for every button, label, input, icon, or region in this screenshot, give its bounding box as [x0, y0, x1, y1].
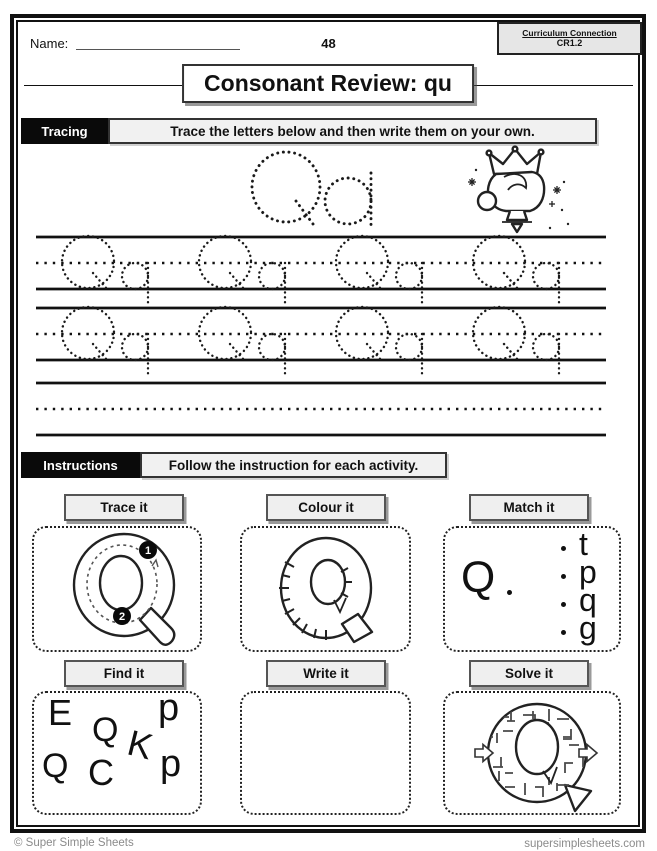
practice-row-empty[interactable] — [35, 376, 607, 458]
trace-q-graphic — [34, 528, 200, 650]
match-option-dot[interactable] — [561, 574, 566, 579]
q-maze-graphic — [445, 693, 619, 813]
footer-website: supersimplesheets.com — [524, 838, 645, 850]
match-option-letter[interactable]: g — [579, 610, 597, 646]
activity-label-write-it: Write it — [266, 660, 386, 687]
activity-label-find-it: Find it — [64, 660, 184, 687]
practice-row-2[interactable] — [35, 301, 607, 383]
colour-it-box[interactable] — [240, 526, 411, 652]
write-it-box[interactable] — [240, 691, 411, 815]
practice-row-1[interactable] — [35, 230, 607, 312]
instructions-section-label: Instructions — [21, 452, 140, 478]
find-letter[interactable]: C — [88, 752, 114, 793]
tracing-section-label: Tracing — [21, 118, 108, 144]
dotted-qq-display — [246, 143, 384, 235]
activity-label-solve-it: Solve it — [469, 660, 589, 687]
trace-step-1: 1 — [144, 545, 152, 557]
find-it-box[interactable] — [32, 687, 202, 815]
match-prompt-letter: Q — [461, 553, 496, 602]
trace-it-box[interactable] — [32, 526, 202, 652]
activity-label-colour-it: Colour it — [266, 494, 386, 521]
name-label: Name: — [30, 36, 69, 51]
match-option-letter[interactable]: t — [579, 526, 588, 562]
find-letter[interactable]: K — [123, 721, 157, 768]
tracing-instruction: Trace the letters below and then write them on your own. — [108, 118, 597, 144]
page-title: Consonant Review: qu — [182, 64, 474, 103]
queen-icon — [460, 144, 576, 236]
find-letter[interactable]: E — [48, 692, 73, 733]
curriculum-code: CR1.2 — [556, 38, 583, 49]
find-letter[interactable]: Q — [42, 747, 69, 785]
match-it-box[interactable] — [443, 526, 621, 652]
colour-q-graphic — [242, 528, 409, 650]
activity-label-trace-it: Trace it — [64, 494, 184, 521]
match-option-dot[interactable] — [561, 546, 566, 551]
page-number: 48 — [321, 36, 336, 51]
match-option-letter[interactable]: q — [579, 582, 597, 618]
activity-label-match-it: Match it — [469, 494, 589, 521]
footer-copyright: © Super Simple Sheets — [14, 837, 134, 849]
find-letter[interactable]: p — [158, 687, 180, 729]
instructions-instruction: Follow the instruction for each activity. — [140, 452, 447, 478]
curriculum-title: Curriculum Connection — [522, 27, 617, 38]
find-letter[interactable]: Q — [92, 711, 119, 749]
find-letter[interactable]: p — [160, 743, 182, 785]
curriculum-connection-badge — [497, 22, 642, 55]
solve-it-box[interactable] — [443, 691, 621, 815]
trace-step-2: 2 — [118, 611, 126, 623]
match-prompt-dot[interactable] — [507, 590, 512, 595]
match-option-letter[interactable]: p — [579, 554, 597, 590]
match-option-dot[interactable] — [561, 602, 566, 607]
match-option-dot[interactable] — [561, 630, 566, 635]
